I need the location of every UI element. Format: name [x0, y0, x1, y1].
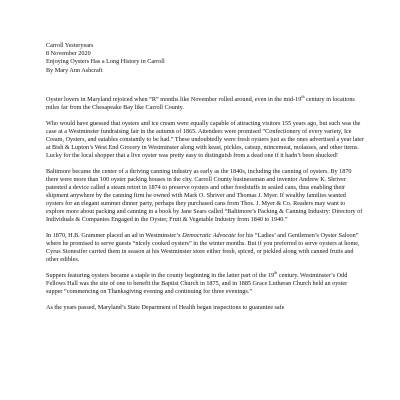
article-byline: By Mary Ann Ashcraft [46, 66, 103, 74]
paragraph-4-newspaper-name: Democratic Advocate [182, 232, 236, 239]
article-date: 8 November 2020 [46, 50, 91, 58]
paragraph-1-text-b: century in locations miles far from the Chesapeake Bay like Carroll County. [46, 96, 355, 111]
paragraph-5-text-b: century. Westminster’s Odd Fellows Hall was the site of one to benefit the Baptist Church in 1875, and in 1885 Grace Lutheran Church held an oyster supper “commencing on Thanksgiving evening and continuing for three evenings.” [46, 272, 348, 295]
paragraph-1-sup: th [301, 94, 305, 99]
paragraph-1 [46, 96, 364, 112]
article-header [46, 42, 366, 75]
article-body [46, 96, 364, 320]
paragraph-4 [46, 232, 364, 264]
column-name: Carroll Yesteryears [46, 42, 94, 49]
paragraph-3: Baltimore became the center of a thriving canning industry as early as the 1840s, including the canning of oysters. By 1870 there were more than 100 oyster packing houses in the city. Carroll County businessman and inventor Andrew K. Shriver patented a device called a steam retort in 1874 to preserve oysters and other foodstuffs in sealed cans, thus enabling their shipment anywhere by the canning firm he owned with Mark O. Shriver and Thomas J. Myer. If wealthy families wanted oysters for an elegant summer dinner party, perhaps they purchased cans from Thos. J. Myer & Co. Readers may want to explore more about packing and canning in a book by Jane Sears called “Baltimore’s Packing & Canning Industry: Directory of Individuals & Companies Engaged in the Oyster, Fruit & Vegetable Industry from 1840 to 1940.” [46, 168, 363, 223]
paragraph-5-text-a: Suppers featuring oysters became a staple in the county beginning in the latter part of the 19 [46, 272, 275, 279]
paragraph-4-text-b: for his “Ladies’ and Gentlemen’s Oyster Saloon” where he promised to serve guests “nicely cooked oysters” in the winter months. But if you preferred to serve oysters at home, Cyrus Stonesifer carried them in season at his Westminster store either fresh, spiced, or pickled along with canned fruits and other edibles. [46, 232, 360, 263]
paragraph-5 [46, 272, 364, 296]
article-title: Enjoying Oysters Has a Long History in Carroll [46, 58, 165, 66]
paragraph-5-sup: th [274, 270, 278, 275]
paragraph-6: As the years passed, Maryland’s State Department of Health began inspections to guarantee safe [46, 304, 285, 311]
paragraph-1-text-a: Oyster lovers in Maryland rejoiced when “R” months like November rolled around, even in the mid-19 [46, 96, 302, 103]
paragraph-2: Who would have guessed that oysters and ice cream were equally capable of attracting visitors 155 years ago, but such was the case at a Westminster fundraising fair in the autumn of 1865. Attendees were promised “Confectionery of every variety, Ice Cream, Oysters, and eatables constantly to be had.” These undoubtedly were fresh oysters just as the ones advertised a year later at Bish & Lupton’s West End Grocery in Westminster along with keast, pickles, catsup, mincemeat, molasses, and other items. Lucky for the local shopper that a live oyster was pretty easy to distinguish from a dead one if it hadn’t been shucked! [46, 120, 364, 159]
paragraph-4-text-a: In 1870, H.B. Grammer placed an ad in Westminster’s [46, 232, 183, 239]
